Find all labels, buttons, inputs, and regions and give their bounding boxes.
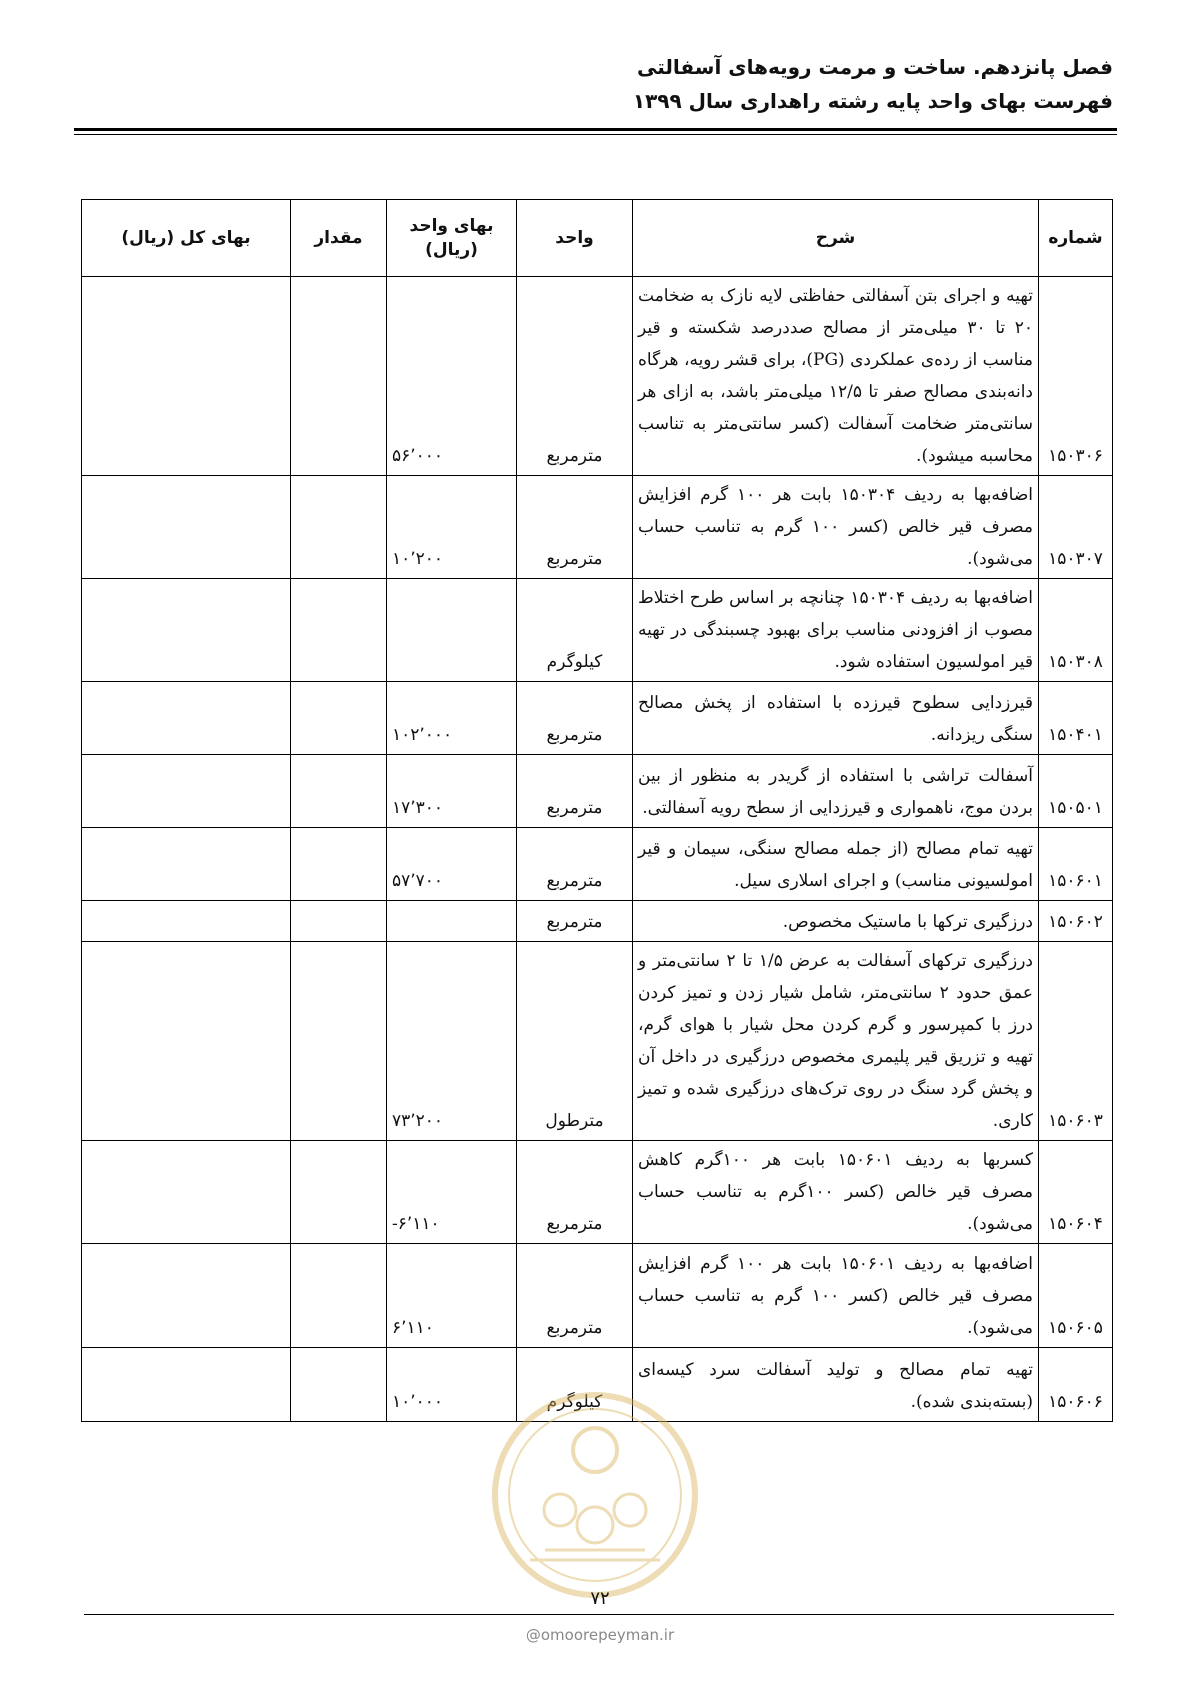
row-total (82, 1244, 291, 1348)
row-number: ۱۵۰۵۰۱ (1039, 755, 1113, 828)
row-quantity (291, 579, 387, 682)
header-rule-thin (74, 134, 1117, 135)
row-unit: مترمربع (517, 901, 633, 942)
row-unit: مترمربع (517, 1244, 633, 1348)
col-header-unit-price (387, 200, 517, 277)
table-row (82, 1244, 1113, 1348)
row-description: آسفالت تراشی با استفاده از گریدر به منظور از بین بردن موج، ناهمواری و قیرزدایی از سطح رویه آسفالتی. (633, 755, 1039, 828)
row-description: تهیه و اجرای بتن آسفالتی حفاظتی لایه نازک به ضخامت ۲۰ تا ۳۰ میلی‌متر از مصالح صددرصد شکسته و قیر مناسب از رده‌ی عملکردی (PG)، برای قشر رویه، هرگاه دانه‌بندی مصالح صفر تا ۱۲/۵ میلی‌متر باشد، به ازای هر سانتی‌متر ضخامت آسفالت (کسر سانتی‌متر به تناسب محاسبه میشود). (633, 277, 1039, 476)
header-rule-thick (74, 128, 1117, 131)
row-quantity (291, 1244, 387, 1348)
col-header-description: شرح (633, 200, 1039, 277)
col-header-quantity: مقدار (291, 200, 387, 277)
footer-site-handle: @omoorepeyman.ir (525, 1626, 675, 1644)
row-unit: مترمربع (517, 476, 633, 579)
row-quantity (291, 755, 387, 828)
table-header-row (82, 200, 1113, 277)
row-total (82, 1348, 291, 1422)
row-unit-price: ۵۷٬۷۰۰ (387, 828, 517, 901)
row-number: ۱۵۰۳۰۷ (1039, 476, 1113, 579)
row-description: درزگیری ترکها با ماستیک مخصوص. (633, 901, 1039, 942)
row-total (82, 476, 291, 579)
row-unit-price (387, 901, 517, 942)
row-description: درزگیری ترکهای آسفالت به عرض ۱/۵ تا ۲ سانتی‌متر و عمق حدود ۲ سانتی‌متر، شامل شیار زدن و تمیز کردن درز با کمپرسور و گرم کردن محل شیار با هوای گرم، تهیه و تزریق قیر پلیمری مخصوص درزگیری در داخل آن و پخش گرد سنگ در روی ترک‌های درزگیری شده و تمیز کاری. (633, 942, 1039, 1141)
row-quantity (291, 277, 387, 476)
row-quantity (291, 942, 387, 1141)
row-total (82, 1141, 291, 1244)
col-header-number: شماره (1039, 200, 1113, 277)
table-row (82, 901, 1113, 942)
col-header-unit-price-label: بهای واحد (409, 216, 494, 236)
row-unit-price: ۱۰٬۲۰۰ (387, 476, 517, 579)
row-unit: کیلوگرم (517, 579, 633, 682)
row-unit-price: ۱۷٬۳۰۰ (387, 755, 517, 828)
table-row (82, 476, 1113, 579)
page-header (73, 50, 1113, 118)
row-total (82, 682, 291, 755)
row-unit-price: ۵۶٬۰۰۰ (387, 277, 517, 476)
row-number: ۱۵۰۳۰۶ (1039, 277, 1113, 476)
footer-rule (84, 1614, 1114, 1615)
row-number: ۱۵۰۶۰۲ (1039, 901, 1113, 942)
row-number: ۱۵۰۶۰۵ (1039, 1244, 1113, 1348)
row-unit: مترمربع (517, 755, 633, 828)
row-description: کسربها به ردیف ۱۵۰۶۰۱ بابت هر ۱۰۰گرم کاهش مصرف قیر خالص (کسر ۱۰۰گرم به تناسب حساب می‌شود). (633, 1141, 1039, 1244)
row-description: اضافه‌بها به ردیف ۱۵۰۶۰۱ بابت هر ۱۰۰ گرم افزایش مصرف قیر خالص (کسر ۱۰۰ گرم به تناسب حساب می‌شود). (633, 1244, 1039, 1348)
row-unit: مترمربع (517, 682, 633, 755)
row-total (82, 277, 291, 476)
row-quantity (291, 828, 387, 901)
row-unit: کیلوگرم (517, 1348, 633, 1422)
row-description: قیرزدایی سطوح قیرزده با استفاده از پخش مصالح سنگی ریزدانه. (633, 682, 1039, 755)
table-row (82, 579, 1113, 682)
document-title: فهرست بهای واحد پایه رشته راهداری سال ۱۳۹۹ (632, 89, 1113, 113)
row-number: ۱۵۰۶۰۴ (1039, 1141, 1113, 1244)
row-total (82, 579, 291, 682)
row-unit-price: ۱۰۲٬۰۰۰ (387, 682, 517, 755)
row-number: ۱۵۰۶۰۱ (1039, 828, 1113, 901)
table-row (82, 1141, 1113, 1244)
row-quantity (291, 476, 387, 579)
row-description: تهیه تمام مصالح (از جمله مصالح سنگی، سیمان و قیر امولسیونی مناسب) و اجرای اسلاری سیل. (633, 828, 1039, 901)
row-number: ۱۵۰۶۰۳ (1039, 942, 1113, 1141)
row-number: ۱۵۰۳۰۸ (1039, 579, 1113, 682)
row-quantity (291, 1348, 387, 1422)
table-row (82, 755, 1113, 828)
row-unit: مترطول (517, 942, 633, 1141)
row-description: اضافه‌بها به ردیف ۱۵۰۳۰۴ بابت هر ۱۰۰ گرم افزایش مصرف قیر خالص (کسر ۱۰۰ گرم به تناسب حساب می‌شود). (633, 476, 1039, 579)
row-unit-price: ۶٬۱۱۰ (387, 1244, 517, 1348)
col-header-unit: واحد (517, 200, 633, 277)
col-header-total: بهای کل (ریال) (82, 200, 291, 277)
row-unit-price: ۱۰٬۰۰۰ (387, 1348, 517, 1422)
row-total (82, 942, 291, 1141)
row-unit: مترمربع (517, 277, 633, 476)
table-row (82, 828, 1113, 901)
row-unit-price: ۷۳٬۲۰۰ (387, 942, 517, 1141)
row-unit-price (387, 579, 517, 682)
row-total (82, 828, 291, 901)
col-header-unit-price-currency: (ریال) (425, 240, 478, 260)
table-row (82, 942, 1113, 1141)
chapter-title: فصل پانزدهم. ساخت و مرمت رویه‌های آسفالتی (636, 55, 1113, 79)
table-row (82, 682, 1113, 755)
row-number: ۱۵۰۶۰۶ (1039, 1348, 1113, 1422)
row-unit: مترمربع (517, 1141, 633, 1244)
row-quantity (291, 1141, 387, 1244)
row-total (82, 755, 291, 828)
row-unit: مترمربع (517, 828, 633, 901)
row-number: ۱۵۰۴۰۱ (1039, 682, 1113, 755)
price-table (81, 199, 1113, 1422)
omoorepeyman-seal-logo-icon (490, 1390, 700, 1600)
row-description: تهیه تمام مصالح و تولید آسفالت سرد کیسه‌ای (بسته‌بندی شده). (633, 1348, 1039, 1422)
row-quantity (291, 901, 387, 942)
page-number: ۷۲ (590, 1588, 610, 1609)
row-unit-price: -۶٬۱۱۰ (387, 1141, 517, 1244)
row-total (82, 901, 291, 942)
row-quantity (291, 682, 387, 755)
row-description: اضافه‌بها به ردیف ۱۵۰۳۰۴ چنانچه بر اساس طرح اختلاط مصوب از افزودنی مناسب برای بهبود چسبندگی در تهیه قیر امولسیون استفاده شود. (633, 579, 1039, 682)
table-row (82, 277, 1113, 476)
